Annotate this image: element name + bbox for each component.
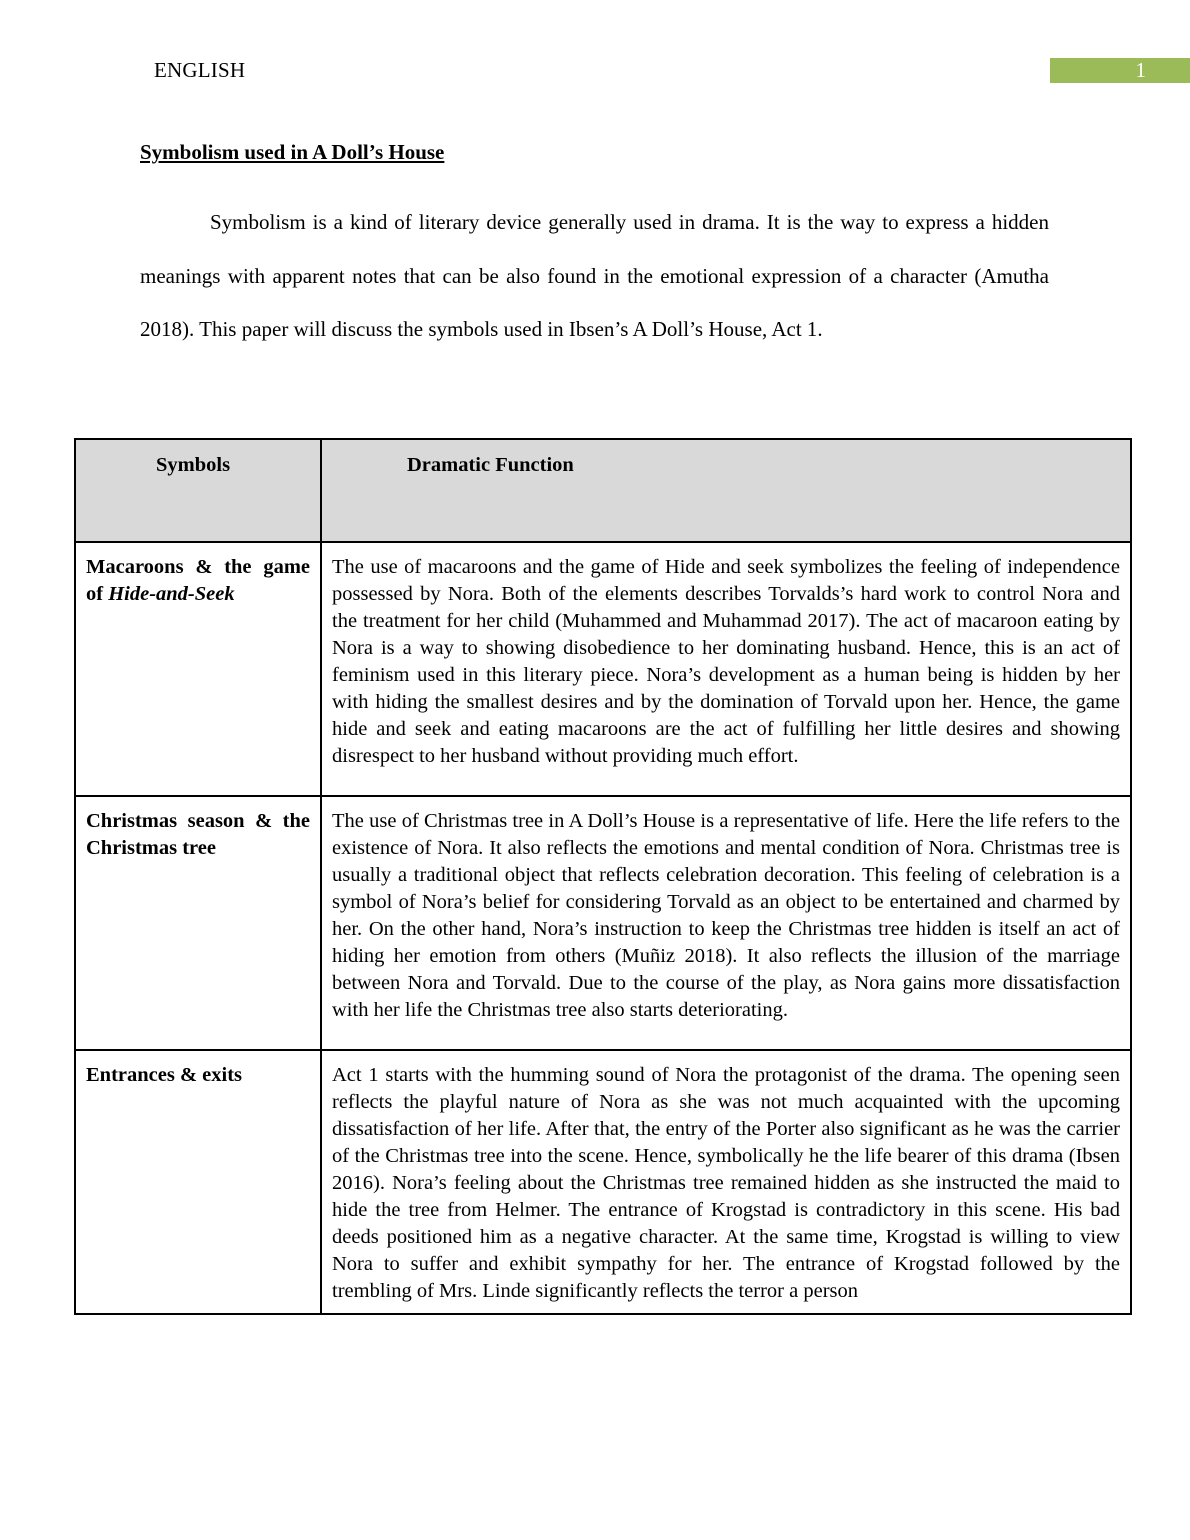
symbol-cell [75,796,321,1050]
symbol-cell [75,542,321,796]
symbol-label-italic: Hide-and-Seek [108,583,235,605]
header-dramatic-function: Dramatic Function [321,439,1131,542]
running-head: ENGLISH [154,58,246,82]
header-symbols: Symbols [75,439,321,542]
table-header-row [75,439,1131,542]
page-number: 1 [1135,58,1146,82]
intro-paragraph: Symbolism is a kind of literary device generally used in drama. It is the way to express a hidden meanings with apparent notes that can be also found in the emotional expression of a character (Amutha 2018). This paper will discuss the symbols used in Ibsen’s A Doll’s House, Act 1. [140,210,1049,341]
document-title: Symbolism used in A Doll’s House [140,140,445,164]
symbol-cell [75,1050,321,1314]
symbol-label: Entrances & exits [86,1064,243,1086]
table-row [75,796,1131,1050]
function-text: Act 1 starts with the humming sound of Nora the protagonist of the drama. The opening seen reflects the playful nature of Nora as she was not much acquainted with the upcoming dissatisfaction of her life. After that, the entry of the Porter also significant as he was the carrier of the Christmas tree into the scene. Hence, symbolically he the life bearer of this drama (Ibsen 2016). Nora’s feeling about the Christmas tree remained hidden as she instructed the maid to hide the tree from Helmer. The entrance of Krogstad is contradictory in this scene. His bad deeds positioned him as a negative character. At the same time, Krogstad is willing to view Nora to suffer and exhibit sympathy for her. The entrance of Krogstad followed by the trembling of Mrs. Linde significantly reflects the terror a person [332,1064,1120,1302]
table-row [75,1050,1131,1314]
function-cell [321,1050,1131,1314]
symbols-table [74,438,1132,1315]
symbol-label: Macaroons & the game of [86,556,310,605]
function-cell [321,542,1131,796]
table-row [75,542,1131,796]
function-text: The use of Christmas tree in A Doll’s House is a representative of life. Here the life refers to the existence of Nora. It also reflects the emotions and mental condition of Nora. Christmas tree is usually a traditional object that reflects celebration decoration. This feeling of celebration is a symbol of Nora’s belief for considering Torvald as an object to be entertained and charmed by her. On the other hand, Nora’s instruction to keep the Christmas tree hidden is itself an act of hiding her emotion from others (Muñiz 2018). It also reflects the illusion of the marriage between Nora and Torvald. Due to the course of the play, as Nora gains more dissatisfaction with her life the Christmas tree also starts deteriorating. [332,810,1120,1021]
function-text: The use of macaroons and the game of Hide and seek symbolizes the feeling of independence possessed by Nora. Both of the elements describes Torvalds’s hard work to control Nora and the treatment for her child (Muhammed and Muhammad 2017). The act of macaroon eating by Nora is a way to showing disobedience to her dominating husband. Hence, this is an act of feminism used in this literary piece. Nora’s development as a human being is hidden by her with hiding the smallest desires and by the domination of Torvald upon her. Hence, the game hide and seek and eating macaroons are the act of fulfilling her little desires and showing disrespect to her husband without providing much effort. [332,556,1120,767]
function-cell [321,796,1131,1050]
symbol-label: Christmas season & the Christmas tree [86,810,310,859]
page-number-box [1050,58,1190,83]
